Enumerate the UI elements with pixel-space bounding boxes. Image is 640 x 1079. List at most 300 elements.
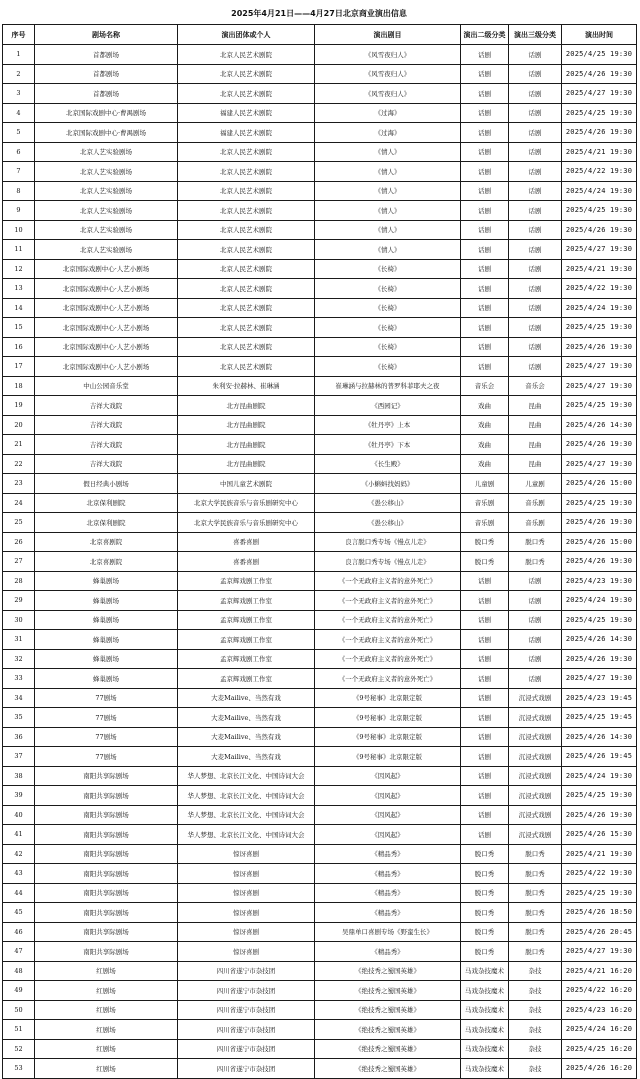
category-level-3: 话剧 <box>509 630 562 650</box>
category-level-2: 马戏杂技魔术 <box>461 961 509 981</box>
venue-name: 北京喜剧院 <box>35 552 178 572</box>
row-number: 18 <box>3 376 35 396</box>
category-level-2: 戏曲 <box>461 396 509 416</box>
row-number: 45 <box>3 903 35 923</box>
program-title: 《9号秘事》北京限定版 <box>315 747 461 767</box>
table-row <box>3 747 637 767</box>
category-level-2: 马戏杂技魔术 <box>461 1020 509 1040</box>
row-number: 20 <box>3 415 35 435</box>
show-time: 2025/4/27 19:30 <box>562 454 637 474</box>
show-time: 2025/4/21 16:20 <box>562 961 637 981</box>
row-number: 43 <box>3 864 35 884</box>
row-number: 30 <box>3 610 35 630</box>
table-row <box>3 961 637 981</box>
show-time: 2025/4/27 19:30 <box>562 240 637 260</box>
program-title: 《9号秘事》北京限定版 <box>315 708 461 728</box>
venue-name: 南阳共享际剧场 <box>35 903 178 923</box>
table-row <box>3 532 637 552</box>
performer: 惊讶喜剧 <box>178 942 315 962</box>
program-title: 《小蝌蚪找妈妈》 <box>315 474 461 494</box>
row-number: 53 <box>3 1059 35 1079</box>
table-row <box>3 688 637 708</box>
table-row <box>3 142 637 162</box>
program-title: 《长椅》 <box>315 357 461 377</box>
category-level-3: 杂技 <box>509 981 562 1001</box>
category-level-3: 话剧 <box>509 240 562 260</box>
performer: 四川省遂宁市杂技团 <box>178 1000 315 1020</box>
show-time: 2025/4/26 15:00 <box>562 474 637 494</box>
row-number: 4 <box>3 103 35 123</box>
venue-name: 北京保利剧院 <box>35 513 178 533</box>
category-level-2: 话剧 <box>461 279 509 299</box>
performer: 四川省遂宁市杂技团 <box>178 981 315 1001</box>
venue-name: 蜂巢剧场 <box>35 649 178 669</box>
performer: 北方昆曲剧院 <box>178 415 315 435</box>
program-title: 《因风起》 <box>315 825 461 845</box>
performer: 北京人民艺术剧院 <box>178 357 315 377</box>
table-row <box>3 103 637 123</box>
category-level-2: 话剧 <box>461 181 509 201</box>
performer: 华人梦想、北京长江文化、中国诗词大会 <box>178 825 315 845</box>
program-title: 《精品秀》 <box>315 844 461 864</box>
table-row <box>3 64 637 84</box>
table-row <box>3 240 637 260</box>
show-time: 2025/4/24 19:30 <box>562 181 637 201</box>
venue-name: 吉祥大戏院 <box>35 415 178 435</box>
category-level-3: 脱口秀 <box>509 844 562 864</box>
performer: 北京人民艺术剧院 <box>178 240 315 260</box>
program-title: 《绝技秀之蜀国英雄》 <box>315 961 461 981</box>
show-time: 2025/4/25 19:30 <box>562 610 637 630</box>
program-title: 《因风起》 <box>315 805 461 825</box>
table-row <box>3 298 637 318</box>
category-level-2: 马戏杂技魔术 <box>461 1000 509 1020</box>
table-row <box>3 415 637 435</box>
column-header: 序号 <box>3 25 35 45</box>
row-number: 17 <box>3 357 35 377</box>
venue-name: 蜂巢剧场 <box>35 669 178 689</box>
category-level-2: 话剧 <box>461 84 509 104</box>
table-row <box>3 1059 637 1079</box>
program-title: 《因风起》 <box>315 766 461 786</box>
category-level-2: 马戏杂技魔术 <box>461 981 509 1001</box>
category-level-3: 脱口秀 <box>509 883 562 903</box>
category-level-2: 脱口秀 <box>461 532 509 552</box>
program-title: 《一个无政府主义者的意外死亡》 <box>315 591 461 611</box>
venue-name: 南阳共享际剧场 <box>35 805 178 825</box>
table-row <box>3 1020 637 1040</box>
venue-name: 首都剧场 <box>35 64 178 84</box>
document-title: 2025年4月21日——4月27日北京商业演出信息 <box>231 9 407 18</box>
show-time: 2025/4/26 16:20 <box>562 1059 637 1079</box>
venue-name: 南阳共享际剧场 <box>35 883 178 903</box>
venue-name: 假日经典小剧场 <box>35 474 178 494</box>
category-level-2: 话剧 <box>461 240 509 260</box>
schedule-document <box>2 0 636 1079</box>
row-number: 39 <box>3 786 35 806</box>
category-level-2: 话剧 <box>461 610 509 630</box>
program-title: 《风雪夜归人》 <box>315 84 461 104</box>
show-time: 2025/4/27 19:30 <box>562 84 637 104</box>
program-title: 《情人》 <box>315 181 461 201</box>
category-level-2: 戏曲 <box>461 415 509 435</box>
table-row <box>3 45 637 65</box>
show-time: 2025/4/26 14:30 <box>562 727 637 747</box>
show-time: 2025/4/23 19:45 <box>562 688 637 708</box>
table-row <box>3 610 637 630</box>
column-header: 演出团体或个人 <box>178 25 315 45</box>
venue-name: 红剧场 <box>35 961 178 981</box>
show-time: 2025/4/26 14:30 <box>562 415 637 435</box>
row-number: 7 <box>3 162 35 182</box>
performer: 惊讶喜剧 <box>178 844 315 864</box>
category-level-3: 话剧 <box>509 571 562 591</box>
category-level-2: 话剧 <box>461 318 509 338</box>
row-number: 31 <box>3 630 35 650</box>
row-number: 49 <box>3 981 35 1001</box>
program-title: 《绝技秀之蜀国英雄》 <box>315 981 461 1001</box>
category-level-3: 话剧 <box>509 123 562 143</box>
venue-name: 吉祥大戏院 <box>35 435 178 455</box>
venue-name: 首都剧场 <box>35 84 178 104</box>
table-row <box>3 493 637 513</box>
category-level-2: 脱口秀 <box>461 864 509 884</box>
category-level-3: 沉浸式戏剧 <box>509 805 562 825</box>
category-level-3: 沉浸式戏剧 <box>509 766 562 786</box>
row-number: 35 <box>3 708 35 728</box>
program-title: 《精品秀》 <box>315 883 461 903</box>
table-row <box>3 474 637 494</box>
performer: 北京人民艺术剧院 <box>178 142 315 162</box>
show-time: 2025/4/22 19:30 <box>562 162 637 182</box>
show-time: 2025/4/24 16:20 <box>562 1020 637 1040</box>
table-row <box>3 864 637 884</box>
category-level-3: 昆曲 <box>509 396 562 416</box>
table-row <box>3 318 637 338</box>
performer: 大麦Mailive、当然有戏 <box>178 688 315 708</box>
performer: 北方昆曲剧院 <box>178 396 315 416</box>
venue-name: 北京保利剧院 <box>35 493 178 513</box>
table-row <box>3 435 637 455</box>
show-time: 2025/4/25 19:30 <box>562 883 637 903</box>
program-title: 《因风起》 <box>315 786 461 806</box>
venue-name: 红剧场 <box>35 1059 178 1079</box>
venue-name: 南阳共享际剧场 <box>35 766 178 786</box>
program-title: 《精品秀》 <box>315 903 461 923</box>
performer: 中国儿童艺术剧院 <box>178 474 315 494</box>
row-number: 3 <box>3 84 35 104</box>
category-level-3: 沉浸式戏剧 <box>509 786 562 806</box>
row-number: 41 <box>3 825 35 845</box>
program-title: 良言脱口秀专场《慢点儿走》 <box>315 532 461 552</box>
show-time: 2025/4/26 19:30 <box>562 513 637 533</box>
category-level-3: 沉浸式戏剧 <box>509 688 562 708</box>
category-level-2: 话剧 <box>461 786 509 806</box>
show-time: 2025/4/25 19:30 <box>562 318 637 338</box>
venue-name: 南阳共享际剧场 <box>35 844 178 864</box>
category-level-2: 话剧 <box>461 337 509 357</box>
category-level-2: 话剧 <box>461 45 509 65</box>
performer: 北京人民艺术剧院 <box>178 84 315 104</box>
table-row <box>3 942 637 962</box>
category-level-3: 儿童剧 <box>509 474 562 494</box>
venue-name: 北京人艺实验剧场 <box>35 240 178 260</box>
show-time: 2025/4/26 15:00 <box>562 532 637 552</box>
category-level-2: 话剧 <box>461 727 509 747</box>
category-level-2: 马戏杂技魔术 <box>461 1059 509 1079</box>
performer: 惊讶喜剧 <box>178 864 315 884</box>
category-level-2: 戏曲 <box>461 435 509 455</box>
category-level-3: 杂技 <box>509 1000 562 1020</box>
category-level-2: 话剧 <box>461 649 509 669</box>
table-row <box>3 922 637 942</box>
venue-name: 77剧场 <box>35 747 178 767</box>
row-number: 28 <box>3 571 35 591</box>
category-level-2: 话剧 <box>461 162 509 182</box>
category-level-3: 脱口秀 <box>509 942 562 962</box>
table-row <box>3 337 637 357</box>
row-number: 26 <box>3 532 35 552</box>
table-row <box>3 123 637 143</box>
table-row <box>3 84 637 104</box>
row-number: 22 <box>3 454 35 474</box>
category-level-3: 话剧 <box>509 279 562 299</box>
table-row <box>3 630 637 650</box>
venue-name: 南阳共享际剧场 <box>35 786 178 806</box>
row-number: 6 <box>3 142 35 162</box>
venue-name: 北京人艺实验剧场 <box>35 162 178 182</box>
show-time: 2025/4/22 19:30 <box>562 864 637 884</box>
show-time: 2025/4/21 19:30 <box>562 844 637 864</box>
row-number: 12 <box>3 259 35 279</box>
table-row <box>3 805 637 825</box>
category-level-3: 话剧 <box>509 591 562 611</box>
table-row <box>3 766 637 786</box>
table-row <box>3 649 637 669</box>
venue-name: 蜂巢剧场 <box>35 571 178 591</box>
category-level-3: 话剧 <box>509 181 562 201</box>
category-level-3: 话剧 <box>509 45 562 65</box>
category-level-2: 话剧 <box>461 298 509 318</box>
program-title: 《情人》 <box>315 162 461 182</box>
performer: 北京大学民族音乐与音乐剧研究中心 <box>178 493 315 513</box>
table-row <box>3 259 637 279</box>
program-title: 《愚公移山》 <box>315 493 461 513</box>
category-level-3: 话剧 <box>509 201 562 221</box>
show-time: 2025/4/26 19:30 <box>562 435 637 455</box>
program-title: 《西园记》 <box>315 396 461 416</box>
category-level-2: 儿童剧 <box>461 474 509 494</box>
venue-name: 蜂巢剧场 <box>35 591 178 611</box>
venue-name: 红剧场 <box>35 1000 178 1020</box>
category-level-2: 话剧 <box>461 766 509 786</box>
category-level-3: 话剧 <box>509 84 562 104</box>
performer: 北京人民艺术剧院 <box>178 337 315 357</box>
row-number: 21 <box>3 435 35 455</box>
show-time: 2025/4/23 19:30 <box>562 571 637 591</box>
row-number: 52 <box>3 1039 35 1059</box>
venue-name: 红剧场 <box>35 1039 178 1059</box>
category-level-3: 杂技 <box>509 1059 562 1079</box>
show-time: 2025/4/25 19:45 <box>562 708 637 728</box>
performer: 孟京辉戏剧工作室 <box>178 591 315 611</box>
venue-name: 北京国际戏剧中心·人艺小剧场 <box>35 259 178 279</box>
performer: 孟京辉戏剧工作室 <box>178 571 315 591</box>
venue-name: 北京喜剧院 <box>35 532 178 552</box>
show-time: 2025/4/27 19:30 <box>562 669 637 689</box>
show-time: 2025/4/26 18:50 <box>562 903 637 923</box>
performer: 北京人民艺术剧院 <box>178 181 315 201</box>
performer: 北京人民艺术剧院 <box>178 45 315 65</box>
row-number: 42 <box>3 844 35 864</box>
show-time: 2025/4/27 19:30 <box>562 376 637 396</box>
category-level-2: 音乐剧 <box>461 513 509 533</box>
performer: 福建人民艺术剧院 <box>178 103 315 123</box>
show-time: 2025/4/22 16:20 <box>562 981 637 1001</box>
program-title: 《9号秘事》北京限定版 <box>315 688 461 708</box>
venue-name: 南阳共享际剧场 <box>35 864 178 884</box>
category-level-2: 戏曲 <box>461 454 509 474</box>
performer: 福建人民艺术剧院 <box>178 123 315 143</box>
performer: 大麦Mailive、当然有戏 <box>178 727 315 747</box>
row-number: 51 <box>3 1020 35 1040</box>
program-title: 《牡丹亭》下本 <box>315 435 461 455</box>
row-number: 2 <box>3 64 35 84</box>
table-row <box>3 357 637 377</box>
category-level-2: 话剧 <box>461 201 509 221</box>
show-time: 2025/4/26 19:30 <box>562 337 637 357</box>
category-level-3: 杂技 <box>509 1020 562 1040</box>
show-time: 2025/4/25 16:20 <box>562 1039 637 1059</box>
performer: 喜番喜剧 <box>178 552 315 572</box>
show-time: 2025/4/25 19:30 <box>562 103 637 123</box>
show-time: 2025/4/21 19:30 <box>562 142 637 162</box>
category-level-2: 话剧 <box>461 123 509 143</box>
category-level-3: 话剧 <box>509 337 562 357</box>
category-level-2: 话剧 <box>461 630 509 650</box>
venue-name: 北京国际戏剧中心·人艺小剧场 <box>35 337 178 357</box>
show-time: 2025/4/25 19:30 <box>562 493 637 513</box>
category-level-3: 脱口秀 <box>509 532 562 552</box>
table-row <box>3 513 637 533</box>
show-time: 2025/4/26 19:30 <box>562 220 637 240</box>
program-title: 《精品秀》 <box>315 942 461 962</box>
category-level-2: 脱口秀 <box>461 903 509 923</box>
show-time: 2025/4/26 19:30 <box>562 805 637 825</box>
performer: 惊讶喜剧 <box>178 922 315 942</box>
venue-name: 吉祥大戏院 <box>35 454 178 474</box>
category-level-2: 话剧 <box>461 708 509 728</box>
performer: 朱利安·拉赫林、崔琳涵 <box>178 376 315 396</box>
table-row <box>3 825 637 845</box>
column-header: 演出三级分类 <box>509 25 562 45</box>
table-row <box>3 552 637 572</box>
column-header: 演出剧目 <box>315 25 461 45</box>
category-level-3: 话剧 <box>509 357 562 377</box>
table-row <box>3 162 637 182</box>
venue-name: 77剧场 <box>35 688 178 708</box>
category-level-2: 话剧 <box>461 688 509 708</box>
show-time: 2025/4/27 19:30 <box>562 942 637 962</box>
category-level-3: 沉浸式戏剧 <box>509 825 562 845</box>
program-title: 《风雪夜归人》 <box>315 45 461 65</box>
program-title: 《愚公移山》 <box>315 513 461 533</box>
show-time: 2025/4/25 19:30 <box>562 396 637 416</box>
category-level-3: 沉浸式戏剧 <box>509 708 562 728</box>
show-time: 2025/4/25 19:30 <box>562 201 637 221</box>
row-number: 47 <box>3 942 35 962</box>
venue-name: 蜂巢剧场 <box>35 610 178 630</box>
table-row <box>3 708 637 728</box>
category-level-2: 脱口秀 <box>461 942 509 962</box>
category-level-3: 脱口秀 <box>509 922 562 942</box>
category-level-3: 音乐剧 <box>509 513 562 533</box>
row-number: 34 <box>3 688 35 708</box>
row-number: 46 <box>3 922 35 942</box>
show-time: 2025/4/26 15:30 <box>562 825 637 845</box>
category-level-3: 杂技 <box>509 1039 562 1059</box>
table-row <box>3 844 637 864</box>
venue-name: 77剧场 <box>35 727 178 747</box>
show-time: 2025/4/26 14:30 <box>562 630 637 650</box>
venue-name: 南阳共享际剧场 <box>35 942 178 962</box>
table-row <box>3 279 637 299</box>
row-number: 48 <box>3 961 35 981</box>
performer: 北京人民艺术剧院 <box>178 220 315 240</box>
program-title: 《长椅》 <box>315 318 461 338</box>
program-title: 吴鼎单口喜剧专场《野蛮生长》 <box>315 922 461 942</box>
category-level-2: 话剧 <box>461 825 509 845</box>
venue-name: 蜂巢剧场 <box>35 630 178 650</box>
program-title: 《长椅》 <box>315 337 461 357</box>
show-time: 2025/4/26 19:45 <box>562 747 637 767</box>
performer: 孟京辉戏剧工作室 <box>178 630 315 650</box>
category-level-2: 话剧 <box>461 220 509 240</box>
category-level-2: 话剧 <box>461 357 509 377</box>
show-time: 2025/4/27 19:30 <box>562 357 637 377</box>
table-row <box>3 786 637 806</box>
table-row <box>3 181 637 201</box>
category-level-3: 脱口秀 <box>509 903 562 923</box>
category-level-2: 话剧 <box>461 64 509 84</box>
venue-name: 北京国际戏剧中心·人艺小剧场 <box>35 279 178 299</box>
venue-name: 77剧场 <box>35 708 178 728</box>
category-level-3: 沉浸式戏剧 <box>509 727 562 747</box>
performer: 华人梦想、北京长江文化、中国诗词大会 <box>178 786 315 806</box>
category-level-3: 话剧 <box>509 142 562 162</box>
category-level-3: 话剧 <box>509 220 562 240</box>
show-time: 2025/4/26 19:30 <box>562 64 637 84</box>
program-title: 《一个无政府主义者的意外死亡》 <box>315 649 461 669</box>
program-title: 《风雪夜归人》 <box>315 64 461 84</box>
performer: 华人梦想、北京长江文化、中国诗词大会 <box>178 766 315 786</box>
performer: 四川省遂宁市杂技团 <box>178 961 315 981</box>
program-title: 《绝技秀之蜀国英雄》 <box>315 1020 461 1040</box>
performer: 北京人民艺术剧院 <box>178 279 315 299</box>
venue-name: 南阳共享际剧场 <box>35 825 178 845</box>
category-level-2: 话剧 <box>461 142 509 162</box>
category-level-3: 话剧 <box>509 162 562 182</box>
show-time: 2025/4/24 19:30 <box>562 591 637 611</box>
category-level-3: 话剧 <box>509 64 562 84</box>
venue-name: 北京国际戏剧中心·人艺小剧场 <box>35 357 178 377</box>
show-time: 2025/4/21 19:30 <box>562 259 637 279</box>
row-number: 24 <box>3 493 35 513</box>
category-level-2: 话剧 <box>461 747 509 767</box>
show-time: 2025/4/26 19:30 <box>562 552 637 572</box>
category-level-2: 话剧 <box>461 259 509 279</box>
performer: 华人梦想、北京长江文化、中国诗词大会 <box>178 805 315 825</box>
